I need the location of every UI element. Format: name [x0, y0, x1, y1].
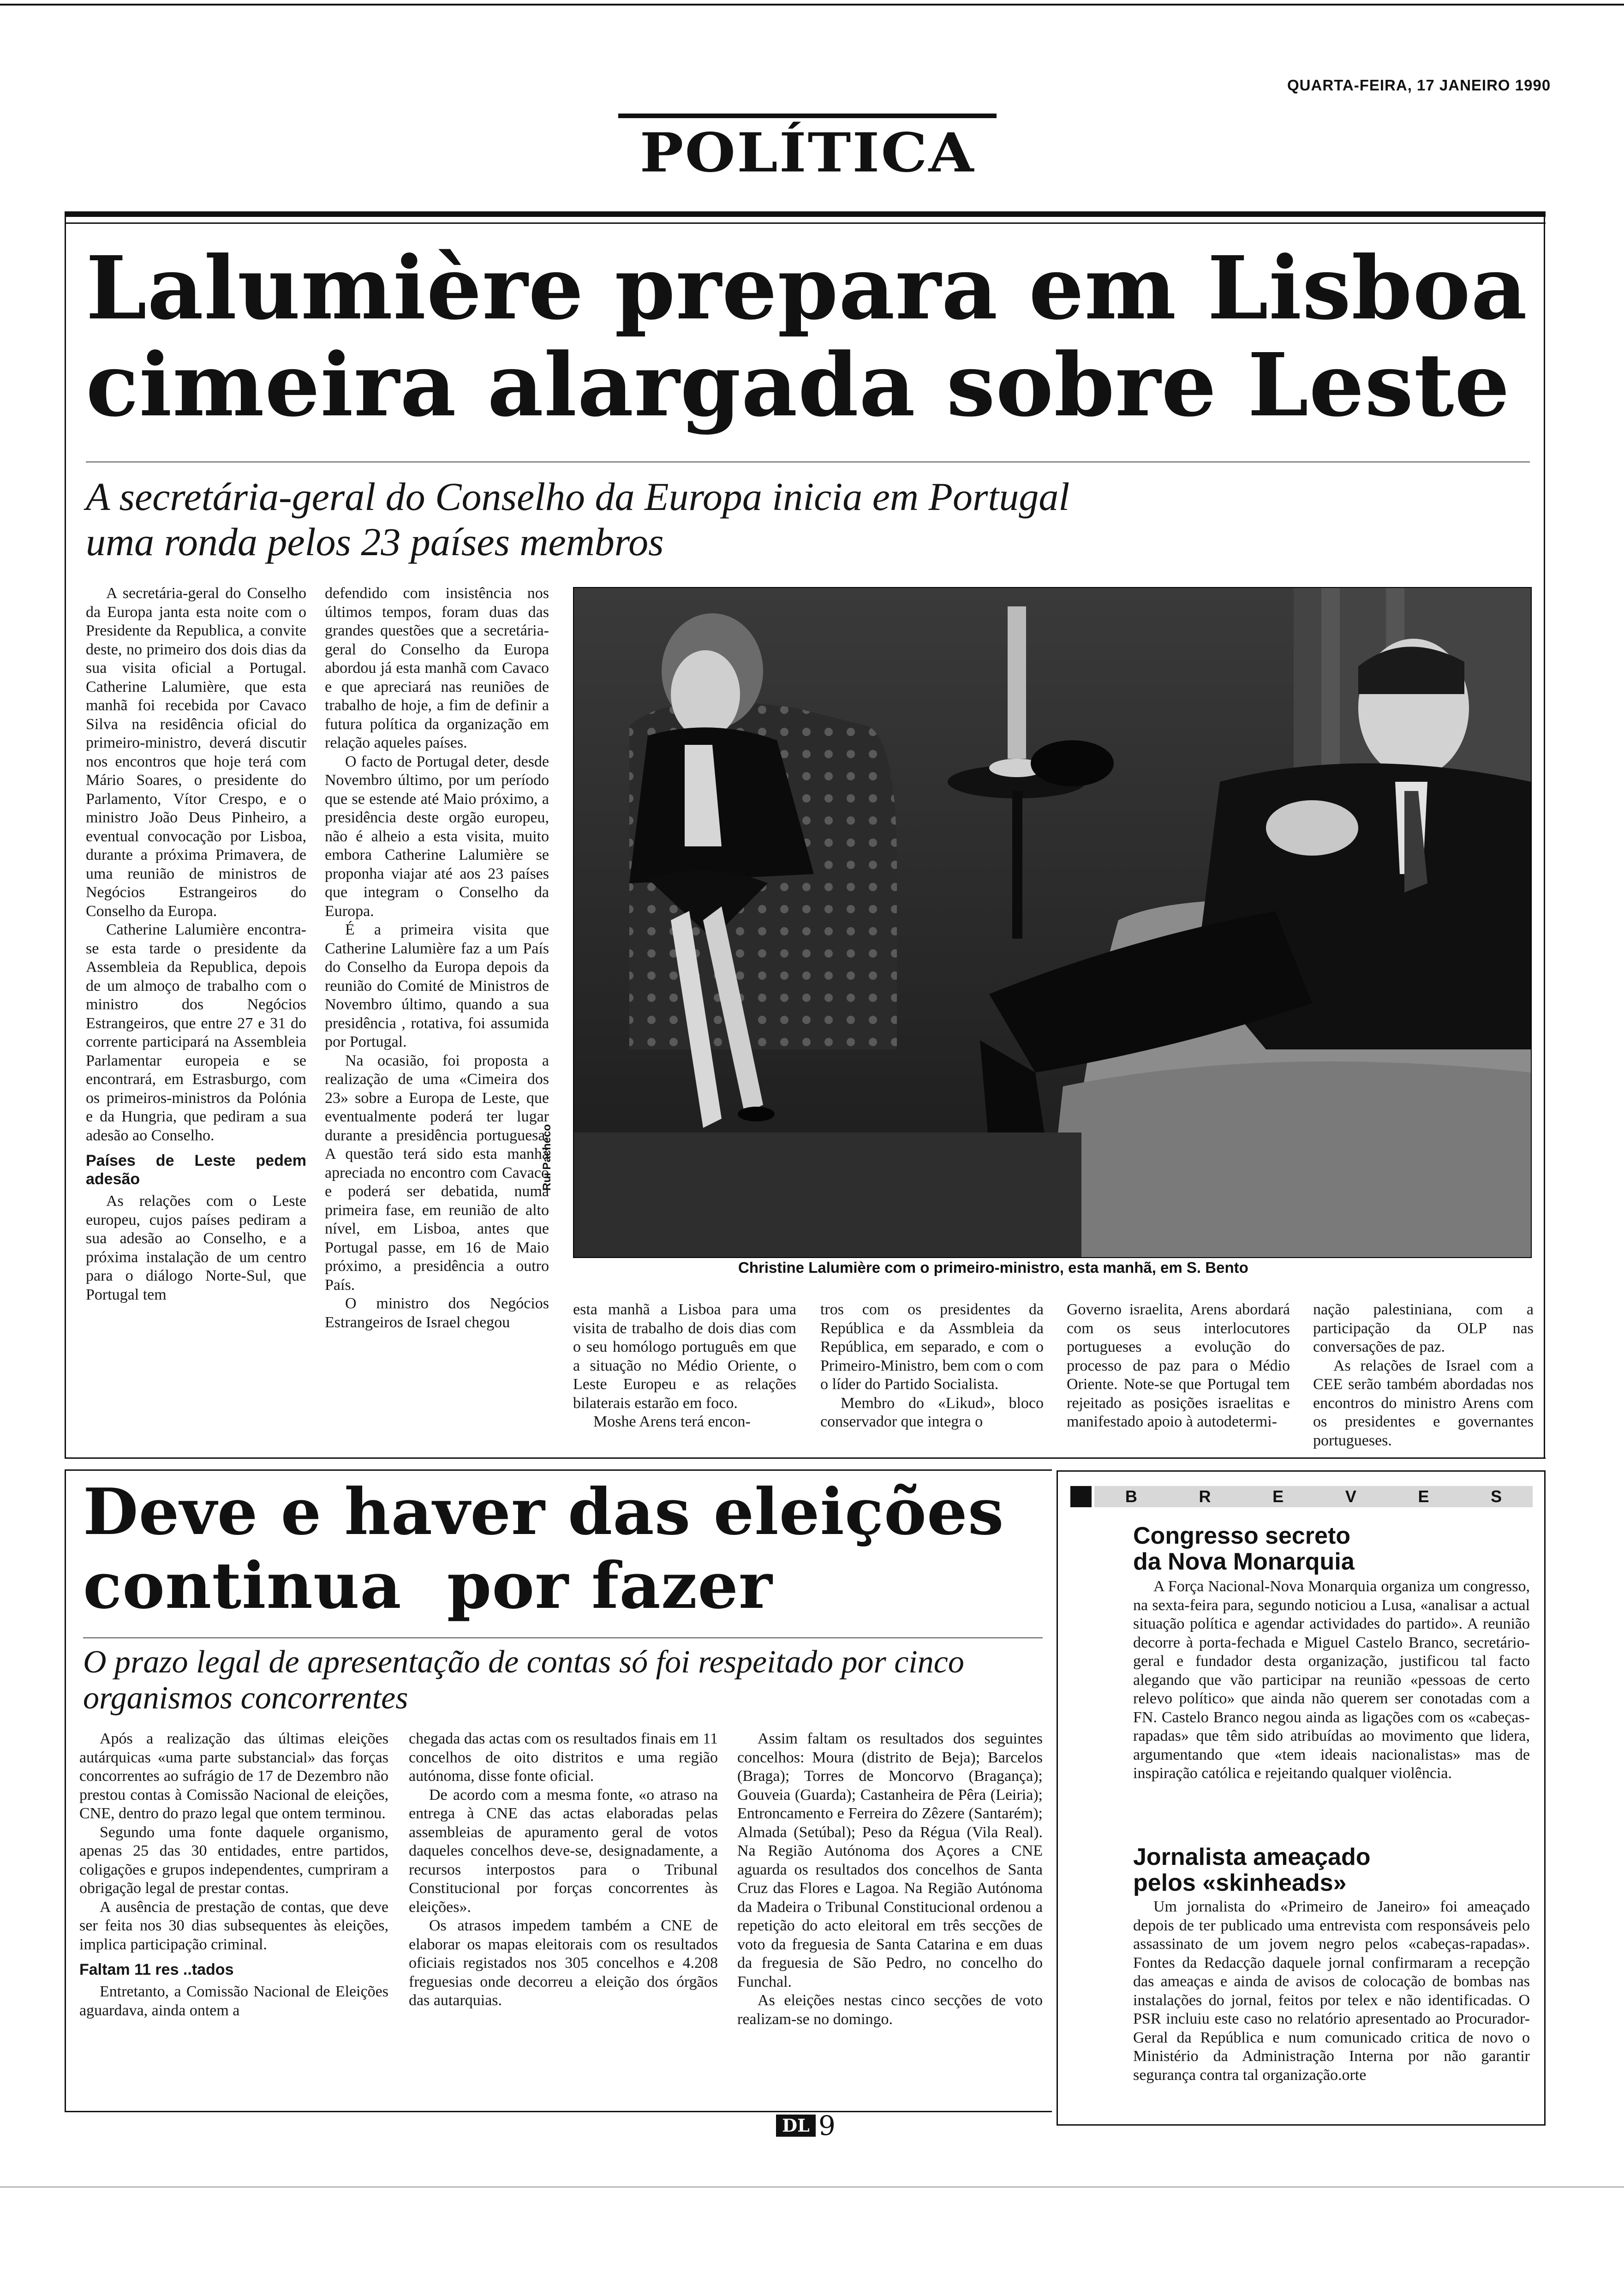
paragraph: defendido com insistência nos últimos tempos, foram duas das grandes questões que a secretária-geral do Conselho da Europa abordou já esta manhã com Cavaco e que apreciará nas reuniões de trabalho de hoje, a fim de definir a futura política da organização em relação aqueles países.	[325, 585, 549, 751]
paragraph: A secretária-geral do Conselho da Europa janta esta noite com o Presidente da Republica, a convite deste, no primeiro dos dois dias da sua visita oficial a Portugal. Catherine Lalumière, que esta manhã foi recebida por Cavaco Silva na residência oficial do primeiro-ministro, deverá discutir nos encontros que hoje terá com Mário Soares, o presidente do Parlamento, Vítor Crespo, e o ministro João Deus Pinheiro, a eventual convocação por Lisboa, durante a próxima Primavera, de uma reunião de ministros de Negócios Estrangeiros do Conselho da Europa.	[86, 585, 306, 920]
main-column-4	[820, 1300, 1044, 1432]
breves-item2-title-line2: pelos «skinheads»	[1133, 1870, 1347, 1896]
paragraph: Após a realização das últimas eleições autárquicas «uma parte substancial» das forças concorrentes ao sufrágio de 17 de Dezembro não prestou contas à Comissão Nacional de eleições, CNE, dentro do prazo legal que ontem terminou.	[79, 1730, 388, 1822]
main-column-1	[86, 584, 306, 1304]
footer-logo-text: DL	[782, 2115, 810, 2136]
paragraph: As relações de Israel com a CEE serão também abordadas nos encontros do ministro Arens com os presidentes e governantes portugueses.	[1313, 1357, 1534, 1449]
paragraph: chegada das actas com os resultados finais em 11 concelhos de oito distritos e uma região autónoma, disse fonte oficial.	[409, 1730, 718, 1785]
main-frame-bottom	[65, 1457, 1546, 1459]
paragraph: Os atrasos impedem também a CNE de elaborar os mapas eleitorais com os resultados oficiais registados nos 305 concelhos e 4.208 freguesias onde decorreu a eleição dos órgãos das autarquias.	[409, 1917, 718, 2009]
news-photo	[573, 587, 1532, 1258]
second-column-1	[79, 1730, 388, 2020]
paragraph: Moshe Arens terá encon-	[593, 1413, 751, 1430]
breves-item1-title-line1: Congresso secreto	[1133, 1522, 1351, 1549]
paragraph: tros com os presidentes da República e da Assmbleia da República, em separado, e com o Primeiro-Ministro, bem com o com o líder do Partido Socialista.	[820, 1301, 1044, 1393]
paragraph: Assim faltam os resultados dos seguintes concelhos: Moura (distrito de Beja); Barcelos (Braga); Torres de Moncorvo (Bragança); Gouveia (Guarda); Castanheira de Pêra (Leiria); Entroncamento e Ferreira do Zêzere (Santarém); Almada (Setúbal); Peso da Régua (Vila Real). Na Região Autónoma dos Açores a CNE aguarda os resultados dos concelhos de Santa Cruz das Flores e Lagoa. Na Região Autónoma da Madeira o Tribunal Constitucional ordenou a repetição do acto eleitoral em três secções de voto da freguesia de Santa Catarina e em duas da freguesia de São Pedro, no concelho do Funchal.	[737, 1730, 1043, 1990]
breves-letter: B	[1125, 1487, 1137, 1506]
breves-bullet	[1070, 1486, 1092, 1507]
page-rule-thin	[65, 222, 1546, 224]
main-headline-line2: cimeira alargada sobre Leste	[86, 334, 1511, 436]
second-frame-bottom	[65, 2111, 1052, 2112]
breves-item1-text	[1133, 1577, 1530, 1783]
paragraph: As eleições nestas cinco secções de voto realizam-se no domingo.	[737, 1992, 1043, 2028]
breves-item2-title	[1133, 1844, 1370, 1896]
breves-item2-title-line1: Jornalista ameaçado	[1133, 1844, 1371, 1870]
photo-caption: Christine Lalumière com o primeiro-ministro, esta manhã, em S. Bento	[738, 1259, 1248, 1276]
paragraph: Governo israelita, Arens abordará com os seus interlocutores portugueses a evolução do processo de paz para o Médio Oriente. Note-se que Portugal tem rejeitado as posições israelitas e manifestado apoio à autodetermi-	[1067, 1301, 1290, 1430]
second-headline-line1: Deve e haver das eleições	[83, 1474, 1004, 1549]
main-frame-left	[65, 217, 66, 1458]
paragraph: Na ocasião, foi proposta a realização de uma «Cimeira dos 23» sobre a Europa de Leste, que eventualmente poderá ter lugar durante a presidência portuguesa. A questão terá sido esta manhã apreciada no encontro com Cavaco e poderá ser debatida, numa primeira fase, em reunião de alto nível, em Lisboa, antes que Portugal passe, em 16 de Maio próximo, a presidência a outro País.	[325, 1052, 549, 1294]
main-column-5	[1067, 1300, 1290, 1432]
top-border	[0, 4, 1624, 6]
section-rule-top	[618, 114, 997, 118]
paragraph: Catherine Lalumière encontra-se esta tarde o presidente da Assembleia da Republica, depois de um almoço de trabalho com o ministro dos Negócios Estrangeiros, que entre 27 e 31 do corrente participará na Assembleia Parlamentar europeia e se encontrará, em Estrasburgo, com os primeiros-ministros da Polónia e da Hungria, que pediram a sua adesão ao Conselho.	[86, 921, 306, 1144]
paragraph: De acordo com a mesma fonte, «o atraso na entrega à CNE das actas elaboradas pelas assembleias de apuramento geral de votos daqueles concelhos deve-se, designadamente, a recursos interpostos para o Tribunal Constitucional por forças concorrentes às eleições».	[409, 1786, 718, 1916]
second-headline-line2: continua por fazer	[83, 1548, 773, 1623]
paragraph: O ministro dos Negócios Estrangeiros de Israel chegou	[325, 1295, 549, 1331]
dateline: QUARTA-FEIRA, 17 JANEIRO 1990	[1287, 77, 1551, 94]
breves-letter: E	[1272, 1487, 1284, 1506]
paragraph: A Força Nacional-Nova Monarquia organiza um congresso, na sexta-feira para, segundo noticiou a Lusa, «analisar a actual situação política e agendar actividades do partido». A reunião decorre à porta-fechada e Miguel Castelo Branco, secretário-geral e fundador desta organização, justificou tal facto alegando que vão participar na reunião «pessoas de certo relevo político» que ainda não querem ser conotadas com a FN. Castelo Branco negou ainda as ligações com os «cabeças-rapadas» que têm sido atribuídas ao movimento que lidera, argumentando que «tem ideais nacionalistas» mas de inspiração católica e rejeitando qualquer violência.	[1133, 1578, 1530, 1782]
second-frame-left	[65, 1469, 66, 2112]
page-rule-thick	[65, 211, 1546, 217]
breves-letter: R	[1199, 1487, 1211, 1506]
photo-credit: Rui Pacheco	[541, 1124, 553, 1191]
second-column-3	[737, 1730, 1043, 2029]
second-deck-rule	[83, 1637, 1043, 1638]
paragraph: A ausência de prestação de contas, que deve ser feita nos 30 dias subsequentes às eleições, implica participação criminal.	[79, 1898, 388, 1953]
second-frame-top	[65, 1469, 1052, 1471]
photo-illustration	[574, 588, 1531, 1257]
breves-letter: S	[1491, 1487, 1502, 1506]
main-frame-right	[1544, 217, 1545, 1458]
paragraph: Segundo uma fonte daquele organismo, apenas 25 das 30 entidades, entre partidos, coligações e grupos independentes, cumpriram a obrigação legal de prestar contas.	[79, 1823, 388, 1897]
footer-logo	[776, 2115, 816, 2137]
breves-item1-title-line2: da Nova Monarquia	[1133, 1548, 1355, 1575]
main-column-3	[573, 1300, 796, 1432]
paragraph: É a primeira visita que Catherine Lalumière faz a um País do Conselho da Europa depois da reunião do Comité de Ministros de Novembro último, quando a sua presidência , rotativa, foi assumida por Portugal.	[325, 921, 549, 1050]
main-column-2	[325, 584, 549, 1332]
paragraph: O facto de Portugal deter, desde Novembro último, por um período que se estende até Maio próximo, a presidência deste orgão europeu, não é alheio a esta visita, muito embora Catherine Lalumière se proponha viajar até aos 23 países que integram o Conselho da Europa.	[325, 753, 549, 920]
deck-rule	[86, 461, 1530, 462]
main-deck-line1: A secretária-geral do Conselho da Europa inicia em Portugal	[86, 474, 1070, 519]
main-headline-line1: Lalumière prepara em Lisboa	[86, 237, 1528, 339]
subheading: Países de Leste pedem adesão	[86, 1152, 306, 1188]
subheading: Faltam 11 res ..tados	[79, 1961, 234, 1978]
second-deck-line2: organismos concorrentes	[83, 1680, 408, 1716]
second-deck-line1: O prazo legal de apresentação de contas só foi respeitado por cinco	[83, 1644, 964, 1680]
paragraph: Um jornalista do «Primeiro de Janeiro» foi ameaçado depois de ter publicado uma entrevista com responsáveis pelo assassinato de um jovem negro pelos «cabeças-rapadas». Fontes da Redacção daquele jornal confirmaram a recepção das ameaças e ainda de avisos de colocação de bombas nas instalações do jornal, feitos por telex e não identificadas. O PSR incluiu este caso no relatório apresentado ao Procurador-Geral da República e num comunicado critica de novo o Ministério da Administração Interna por não garantir segurança contra tal organização.orte	[1133, 1898, 1530, 2084]
second-column-2	[409, 1730, 718, 2010]
breves-letter: V	[1345, 1487, 1356, 1506]
paragraph: nação palestiniana, com a participação da OLP nas conversações de paz.	[1313, 1301, 1534, 1355]
paragraph: Membro do «Likud», bloco conservador que integra o	[820, 1394, 1044, 1430]
paragraph: esta manhã a Lisboa para uma visita de trabalho de dois dias com o seu homólogo português em que a situação no Médio Oriente, o Leste Europeu e as relações bilaterais estarão em foco.	[573, 1301, 796, 1412]
paragraph: Entretanto, a Comissão Nacional de Eleições aguardava, ainda ontem a	[79, 1983, 388, 2019]
breves-item2-text	[1133, 1898, 1530, 2085]
breves-title-bar	[1094, 1486, 1533, 1507]
breves-letter: E	[1418, 1487, 1429, 1506]
page-number: 9	[818, 2110, 836, 2141]
paragraph: As relações com o Leste europeu, cujos países pediram a sua adesão ao Conselho, e a próxima instalação de um centro para o diálogo Norte-Sul, que Portugal tem	[86, 1192, 306, 1303]
main-deck-line2: uma ronda pelos 23 países membros	[86, 520, 664, 564]
breves-item1-title	[1133, 1523, 1355, 1575]
section-title: POLÍTICA	[639, 121, 975, 185]
main-column-6	[1313, 1300, 1534, 1450]
